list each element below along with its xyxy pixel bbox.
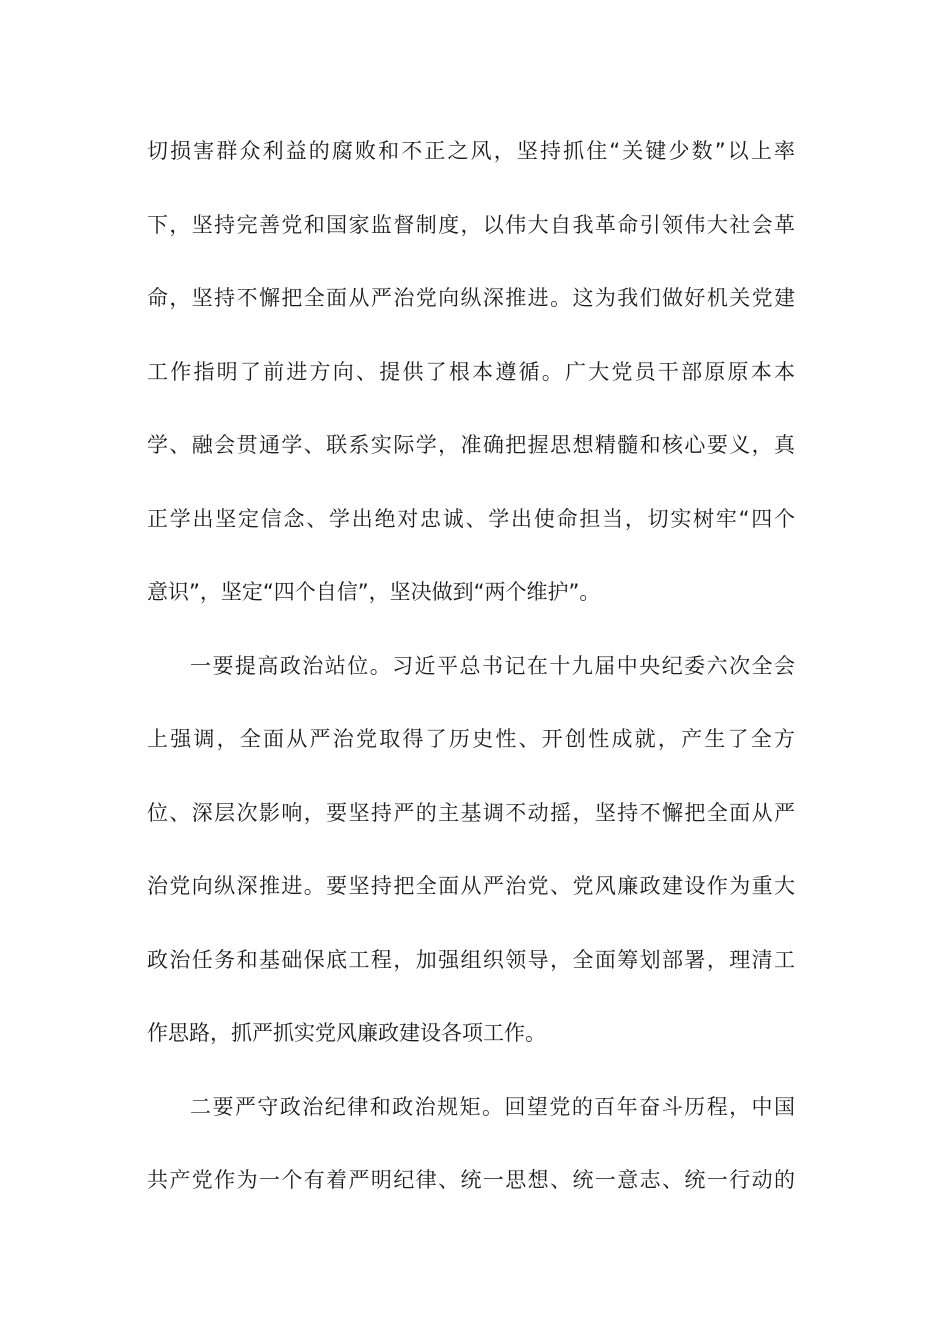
text-line: 下，坚持完善党和国家监督制度，以伟大自我革命引领伟大社会革 <box>147 212 795 237</box>
body-text <box>147 126 795 1229</box>
text-line: 学、融会贯通学、联系实际学，准确把握思想精髓和核心要义，真 <box>147 433 795 457</box>
text-line: 治党向纵深推进。要坚持把全面从严治党、党风廉政建设作为重大 <box>147 874 795 898</box>
text-line: 意识”，坚定“四个自信”，坚决做到“两个维护”。 <box>147 580 601 604</box>
text-line: 切损害群众利益的腐败和不正之风，坚持抓住“关键少数”以上率 <box>147 139 795 163</box>
text-line: 共产党作为一个有着严明纪律、统一思想、统一意志、统一行动的 <box>147 1168 795 1192</box>
text-line: 政治任务和基础保底工程，加强组织领导，全面筹划部署，理清工 <box>147 947 795 972</box>
text-line: 正学出坚定信念、学出绝对忠诚、学出使命担当，切实树牢“四个 <box>147 506 795 531</box>
text-line: 位、深层次影响，要坚持严的主基调不动摇，坚持不懈把全面从严 <box>147 800 795 825</box>
text-line: 命，坚持不懈把全面从严治党向纵深推进。这为我们做好机关党建 <box>147 286 795 310</box>
text-line: 作思路，抓严抓实党风廉政建设各项工作。 <box>147 1021 546 1045</box>
text-line: 工作指明了前进方向、提供了根本遵循。广大党员干部原原本本 <box>147 359 795 384</box>
paragraph-first-line: 二要严守政治纪律和政治规矩。回望党的百年奋斗历程，中国 <box>190 1094 795 1119</box>
text-line: 上强调，全面从严治党取得了历史性、开创性成就，产生了全方 <box>147 727 795 751</box>
paragraph-first-line: 一要提高政治站位。习近平总书记在十九届中央纪委六次全会 <box>190 653 795 678</box>
